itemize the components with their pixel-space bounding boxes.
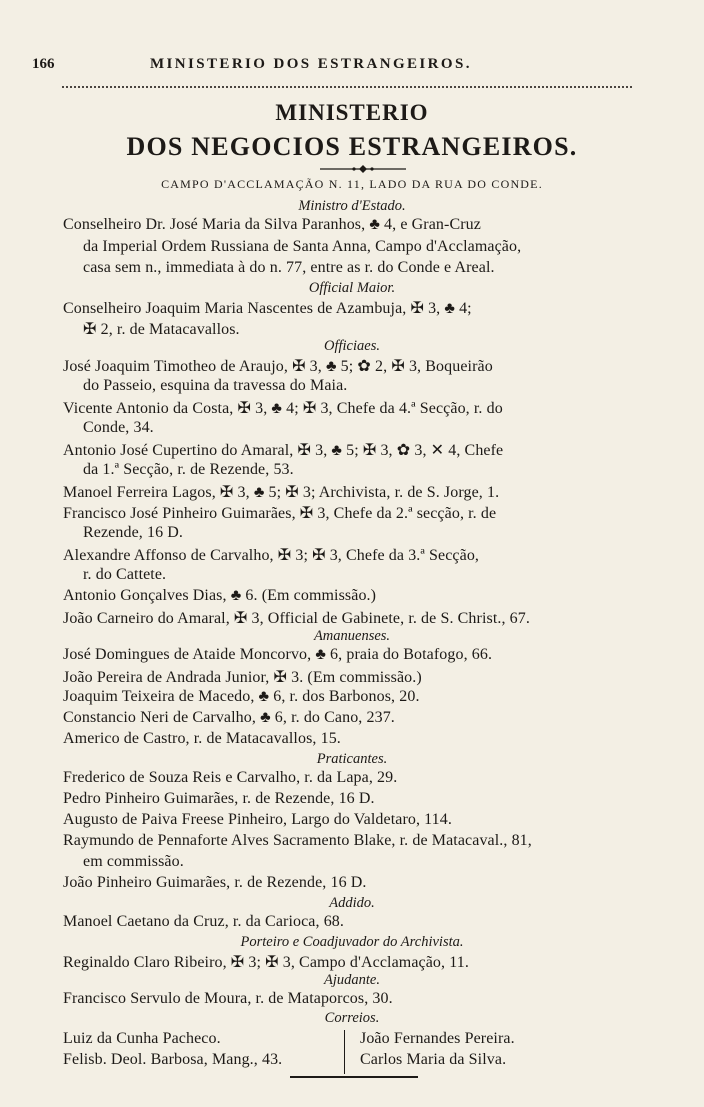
entry-line: Joaquim Teixeira de Macedo, ♣ 6, r. dos Barbonos, 20. — [63, 688, 420, 705]
header-rule — [62, 86, 632, 88]
bottom-rule — [290, 1076, 418, 1078]
entry-line-left: Luiz da Cunha Pacheco. — [63, 1030, 221, 1047]
entry-line: Rezende, 16 D. — [83, 524, 184, 541]
page-title-line-2: DOS NEGOCIOS ESTRANGEIROS. — [126, 132, 578, 161]
entry-line: do Passeio, esquina da travessa do Maia. — [83, 377, 348, 394]
section-heading: Addido. — [329, 895, 375, 911]
entry-line: ✠ 2, r. de Matacavallos. — [83, 321, 240, 338]
running-head — [32, 56, 652, 80]
entry-line: Frederico de Souza Reis e Carvalho, r. da Lapa, 29. — [63, 769, 398, 786]
entry-line: Constancio Neri de Carvalho, ♣ 6, r. do Cano, 237. — [63, 709, 395, 726]
section-heading: Porteiro e Coadjuvador do Archivista. — [240, 934, 464, 950]
entry-line: em commissão. — [83, 853, 184, 870]
entry-line: Francisco José Pinheiro Guimarães, ✠ 3, Chefe da 2.ª secção, r. de — [63, 505, 497, 522]
entry-line: Antonio Gonçalves Dias, ♣ 6. (Em commissão.) — [63, 587, 377, 604]
entry-line: Francisco Servulo de Moura, r. de Mataporcos, 30. — [63, 990, 393, 1007]
entry-line-left: Felisb. Deol. Barbosa, Mang., 43. — [63, 1051, 283, 1068]
section-heading: Ministro d'Estado. — [298, 198, 406, 214]
entry-line: Americo de Castro, r. de Matacavallos, 15. — [63, 730, 341, 747]
entry-line: Pedro Pinheiro Guimarães, r. de Rezende, 16 D. — [63, 790, 375, 807]
entry-line: José Joaquim Timotheo de Araujo, ✠ 3, ♣ 5; ✿ 2, ✠ 3, Boqueirão — [63, 358, 493, 375]
entry-line: Conselheiro Dr. José Maria da Silva Paranhos, ♣ 4, e Gran-Cruz — [63, 216, 481, 233]
entry-line: da 1.ª Secção, r. de Rezende, 53. — [83, 461, 294, 478]
page-title-line-1: MINISTERIO — [275, 100, 429, 125]
ministry-address: CAMPO D'ACCLAMAÇÃO N. 11, LADO DA RUA DO CONDE. — [161, 177, 543, 191]
running-title: MINISTERIO DOS ESTRANGEIROS. — [150, 56, 472, 72]
entry-line: Conde, 34. — [83, 419, 154, 436]
entry-line: Augusto de Paiva Freese Pinheiro, Largo do Valdetaro, 114. — [63, 811, 452, 828]
entry-line-right: João Fernandes Pereira. — [360, 1030, 515, 1047]
entry-line: João Pereira de Andrada Junior, ✠ 3. (Em commissão.) — [63, 669, 422, 686]
entry-line: Manoel Ferreira Lagos, ✠ 3, ♣ 5; ✠ 3; Archivista, r. de S. Jorge, 1. — [63, 484, 500, 501]
entry-line: Alexandre Affonso de Carvalho, ✠ 3; ✠ 3, Chefe da 3.ª Secção, — [63, 547, 480, 564]
page-number: 166 — [32, 56, 55, 72]
entry-line: João Carneiro do Amaral, ✠ 3, Official de Gabinete, r. de S. Christ., 67. — [63, 610, 530, 627]
entry-line: Vicente Antonio da Costa, ✠ 3, ♣ 4; ✠ 3, Chefe da 4.ª Secção, r. do — [63, 400, 503, 417]
entry-line: José Domingues de Ataide Moncorvo, ♣ 6, praia do Botafogo, 66. — [63, 646, 493, 663]
entry-line: Reginaldo Claro Ribeiro, ✠ 3; ✠ 3, Campo d'Acclamação, 11. — [63, 954, 469, 971]
column-divider — [344, 1030, 345, 1074]
entry-line: da Imperial Ordem Russiana de Santa Anna, Campo d'Acclamação, — [83, 238, 522, 255]
entry-line: João Pinheiro Guimarães, r. de Rezende, 16 D. — [63, 874, 367, 891]
entry-line: r. do Cattete. — [83, 566, 167, 583]
section-heading: Official Maior. — [308, 280, 396, 296]
entry-line: Manoel Caetano da Cruz, r. da Carioca, 68. — [63, 913, 344, 930]
entry-line: casa sem n., immediata à do n. 77, entre as r. do Conde e Areal. — [83, 259, 495, 276]
ornament-rule-icon — [320, 165, 406, 173]
section-heading: Correios. — [324, 1010, 380, 1026]
entry-line: Raymundo de Pennaforte Alves Sacramento Blake, r. de Matacaval., 81, — [63, 832, 532, 849]
section-heading: Ajudante. — [324, 972, 380, 988]
entry-line: Antonio José Cupertino do Amaral, ✠ 3, ♣ 5; ✠ 3, ✿ 3, ✕ 4, Chefe — [63, 442, 504, 459]
section-heading: Amanuenses. — [313, 628, 391, 644]
entry-line-right: Carlos Maria da Silva. — [360, 1051, 507, 1068]
section-heading: Officiaes. — [324, 338, 380, 354]
entry-line: Conselheiro Joaquim Maria Nascentes de Azambuja, ✠ 3, ♣ 4; — [63, 300, 472, 317]
section-heading: Praticantes. — [316, 751, 388, 767]
